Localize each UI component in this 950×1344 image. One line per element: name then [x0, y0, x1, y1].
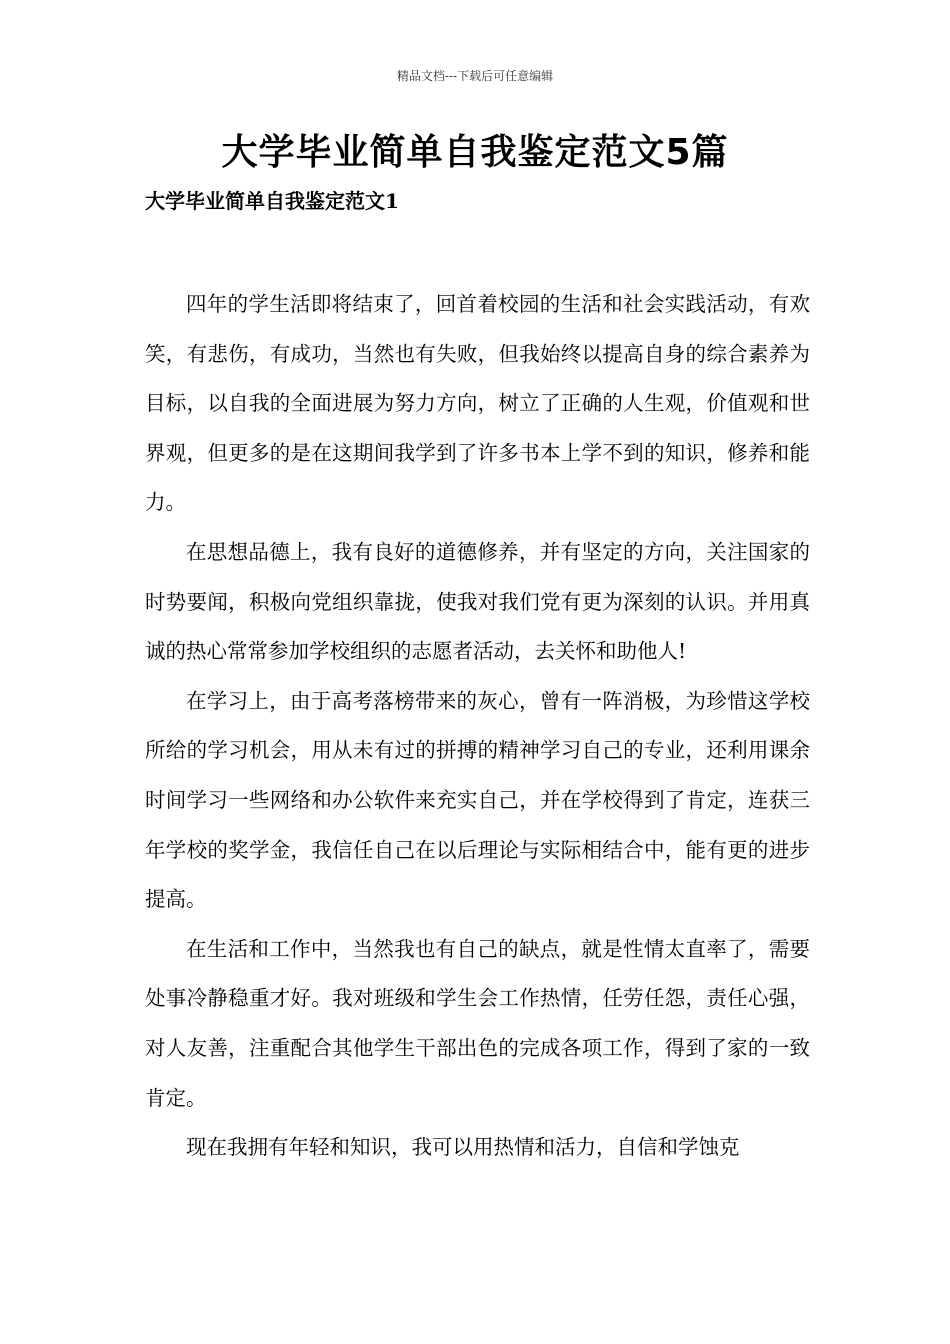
section-heading: 大学毕业简单自我鉴定范文1 — [145, 189, 399, 213]
paragraph-3: 在学习上，由于高考落榜带来的灰心，曾有一阵消极，为珍惜这学校所给的学习机会，用从未有过的拼搏的精神学习自己的专业，还利用课余时间学习一些网络和办公软件来充实自己，并在学校得到了肯定，连获三年学校的奖学金，我信任自己在以后理论与实际相结合中，能有更的进步提高。 — [145, 688, 810, 912]
paragraph-1: 四年的学生活即将结束了，回首着校园的生活和社会实践活动，有欢笑，有悲伤，有成功，当然也有失败，但我始终以提高自身的综合素养为目标，以自我的全面进展为努力方向，树立了正确的人生观，价值观和世界观，但更多的是在这期间我学到了许多书本上学不到的知识，修养和能力。 — [145, 292, 810, 515]
document-body — [145, 280, 810, 1173]
paragraph-2: 在思想品德上，我有良好的道德修养，并有坚定的方向，关注国家的时势要闻，积极向党组织靠拢，使我对我们党有更为深刻的认识。并用真诚的热心常常参加学校组织的志愿者活动，去关怀和助他人! — [145, 539, 810, 664]
document-title: 大学毕业简单自我鉴定范文5篇 — [221, 132, 729, 173]
header-note: 精品文档---下载后可任意编辑 — [396, 69, 554, 83]
paragraph-4: 在生活和工作中，当然我也有自己的缺点，就是性情太直率了，需要处事冷静稳重才好。我对班级和学生会工作热情，任劳任怨，责任心强，对人友善，注重配合其他学生干部出色的完成各项工作，得到了家的一致肯定。 — [145, 936, 810, 1110]
paragraph-5: 现在我拥有年轻和知识，我可以用热情和活力，自信和学蚀克 — [186, 1135, 740, 1160]
